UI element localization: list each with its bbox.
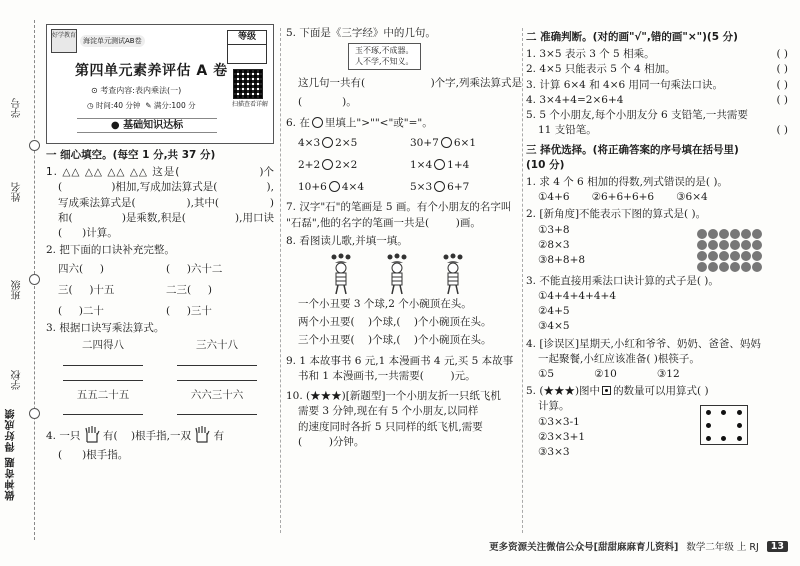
q4 xyxy=(46,425,274,463)
q3 xyxy=(46,321,274,418)
dot-grid-figure xyxy=(700,405,748,445)
binding-circle xyxy=(29,274,40,285)
choice-4 xyxy=(526,337,788,383)
section-banner xyxy=(77,118,217,133)
judge-item: 5. 5 个小朋友,每个小朋友分 6 支铅笔,一共需要 xyxy=(526,109,748,122)
answer-line[interactable] xyxy=(63,404,143,415)
margin-slogan: 做神奇题 得好成绩 xyxy=(6,408,17,501)
brand-row xyxy=(51,29,145,53)
q8-blank[interactable]: )个小碗顶在头。 xyxy=(413,316,492,329)
q8-rhyme: 一个小丑要 3 个球,2 个小碗顶在头。 xyxy=(298,297,472,310)
choice-question: 2. [新角度]不能表示下图的算式是( )。 xyxy=(526,208,707,221)
q1-blank[interactable]: ( xyxy=(58,181,63,194)
q1-line: 和( xyxy=(58,211,73,224)
choice-question: 计算。 xyxy=(538,400,570,413)
q5-text: )。 xyxy=(342,96,357,109)
page-title: 第四单元素养评估 A 卷 xyxy=(75,63,228,79)
q7-text: 7. 汉字"石"的笔画是 5 画。有个小朋友的名字叫 xyxy=(286,201,512,214)
choice-option[interactable]: ③8+8+8 xyxy=(538,254,586,267)
judge-item: 4. 3×4+4=2×6+4 ( ) xyxy=(526,93,788,108)
q10-blank[interactable]: ( xyxy=(298,435,303,448)
choice-option[interactable]: ①3×3-1 xyxy=(538,415,580,428)
section-fill-blank-title: 一 细心填空。(每空 1 分,共 37 分) xyxy=(46,149,216,161)
q6-compare[interactable]: 5×3 6+7 xyxy=(410,181,470,194)
q9 xyxy=(286,354,522,384)
column-middle xyxy=(286,24,522,450)
q2-cell[interactable]: 三( )十五 xyxy=(58,283,115,296)
q2-cell[interactable]: 二三( ) xyxy=(166,283,212,296)
q4-text: )根手指。 xyxy=(82,448,129,461)
q1-line: )相加,写成加法算式是( xyxy=(111,181,218,194)
grade-label: 等级 xyxy=(228,31,266,45)
judge-answer[interactable]: ( ) xyxy=(776,93,788,106)
poem-line: 玉不琢,不成器。 xyxy=(355,46,414,56)
poem-line: 人不学,不知义。 xyxy=(355,56,414,66)
q6-compare[interactable]: 1×4 1+4 xyxy=(410,158,470,171)
answer-line[interactable] xyxy=(63,370,143,381)
brand-name: 海淀单元测试AB卷 xyxy=(80,35,145,47)
binding-circle xyxy=(29,140,40,151)
choice-3 xyxy=(526,274,788,335)
q1-line: 1. △△ △△ △△ △△ 这是( xyxy=(46,166,181,179)
q4-text: )根手指,一双 xyxy=(131,429,191,442)
column-left xyxy=(46,24,274,463)
choice-option[interactable]: ②8×3 xyxy=(538,238,570,251)
choice-option[interactable]: ①5 xyxy=(538,367,555,380)
choice-option[interactable]: ②3×3+1 xyxy=(538,430,586,443)
qr-label: 扫描查看详解 xyxy=(231,101,268,108)
q10-text: 10. (★★★)[新题型]一个小朋友折一只纸飞机 xyxy=(286,390,501,403)
pair-of-hands-icon xyxy=(194,425,210,443)
logo-text: 好学教育 xyxy=(52,32,77,39)
choice-5 xyxy=(526,384,788,460)
column-divider xyxy=(522,28,523,533)
q1-blank[interactable]: )是乘数,积是( xyxy=(121,211,186,224)
q1-blank[interactable]: )个 xyxy=(259,166,274,179)
q7 xyxy=(286,200,522,230)
choice-option[interactable]: ③4×5 xyxy=(538,320,570,333)
binding-margin xyxy=(0,0,44,566)
choice-option[interactable]: ②6+6+6+6 xyxy=(591,191,655,204)
choice-option[interactable]: ③6×4 xyxy=(676,191,708,204)
dot-square-icon xyxy=(602,386,611,395)
page-number: 13 xyxy=(767,541,788,552)
q6 xyxy=(286,116,522,195)
q3-item: 六六三十六 xyxy=(160,388,274,418)
choice-option[interactable]: ②10 xyxy=(594,367,617,380)
answer-line[interactable] xyxy=(63,355,143,366)
footer-book: 数学二年级 上 RJ xyxy=(686,542,759,553)
choice-option[interactable]: ①4+6 xyxy=(538,191,570,204)
q8-blank[interactable]: )个小碗顶在头。 xyxy=(413,334,492,347)
qr-code xyxy=(233,69,263,99)
dot-array-figure xyxy=(697,229,762,272)
choice-option[interactable]: ①4+4+4+4+4 xyxy=(538,289,617,302)
name-label: 姓名 xyxy=(12,182,23,202)
q1-blank[interactable]: ),用口诀 xyxy=(235,211,274,224)
q10-text: )分钟。 xyxy=(328,435,365,448)
q5 xyxy=(286,26,522,110)
judge-answer[interactable]: ( ) xyxy=(776,78,788,91)
q10-text: 的速度同时各折 5 只同样的纸飞机,需要 xyxy=(298,420,483,433)
choice-option[interactable]: ②4+5 xyxy=(538,305,570,318)
choice-option[interactable]: ①3+8 xyxy=(538,223,570,236)
answer-line[interactable] xyxy=(177,355,257,366)
q4-text: 4. 一只 xyxy=(46,429,81,442)
q8-title: 8. 看图读儿歌,并填一填。 xyxy=(286,234,408,247)
brand-logo xyxy=(51,29,77,53)
q4-blank[interactable]: 有( xyxy=(103,429,118,442)
full-score: 满分:100 分 xyxy=(153,101,196,110)
page-footer xyxy=(489,539,788,553)
section-choice-title: 三 择优选择。(将正确答案的序号填在括号里) (10 分) xyxy=(526,143,739,171)
student-id-label: 学号 xyxy=(12,98,23,118)
q10-text: 需要 3 分钟,现在有 5 个小朋友,以同样 xyxy=(298,405,479,418)
q3-item: 三六十八 xyxy=(160,338,274,384)
time-limit: 时间:40 分钟 xyxy=(95,101,141,110)
hand-icon xyxy=(84,425,100,443)
school-label: 学校 xyxy=(12,370,23,390)
class-label: 班级 xyxy=(12,280,23,300)
q9-blank[interactable]: )元。 xyxy=(450,369,476,382)
clock-icon: ◷ xyxy=(87,101,94,110)
section-banner-text: 基础知识达标 xyxy=(123,120,184,131)
q8-blank[interactable]: )个球,( xyxy=(367,334,401,347)
q4-text: 有 xyxy=(213,429,225,442)
q6-text: 里填上">""<"或"="。 xyxy=(324,117,433,130)
q1-line: 写成乘法算式是( xyxy=(58,196,136,209)
q2-cell[interactable]: ( )六十二 xyxy=(166,262,223,275)
clown-icon xyxy=(326,253,356,295)
judge-item: 11 支铅笔。 ( ) xyxy=(526,123,788,138)
scope-text: 考查内容:表内乘法(一) xyxy=(100,86,182,95)
q6-compare[interactable]: 10+6 4×4 xyxy=(298,181,365,194)
q2 xyxy=(46,243,274,319)
q6-text: 6. 在 xyxy=(286,117,310,130)
judge-item: 3. 计算 6×4 和 4×6 用同一句乘法口诀。 ( ) xyxy=(526,78,788,93)
binding-circle xyxy=(29,408,40,419)
q5-title: 5. 下面是《三字经》中的几句。 xyxy=(286,27,436,39)
q8-text: 三个小丑要( xyxy=(298,334,355,347)
q3-title: 3. 根据口诀写乘法算式。 xyxy=(46,322,165,335)
q6-compare[interactable]: 4×3 2×5 xyxy=(298,136,358,149)
section-judge-title: 二 准确判断。(对的画"√",错的画"×")(5 分) xyxy=(526,31,738,43)
q2-cell[interactable]: ( )二十 xyxy=(58,304,104,317)
footer-promo: 更多资源关注微信公众号[甜甜麻麻育儿资料] xyxy=(489,542,679,553)
choice-option[interactable]: ③12 xyxy=(656,367,680,380)
q1-blank[interactable]: ) xyxy=(269,196,274,209)
choice-1 xyxy=(526,175,788,205)
q6-compare[interactable]: 30+7 6×1 xyxy=(410,136,477,149)
q5-blank[interactable]: )个字,列乘法算式是 xyxy=(430,77,522,89)
bullet-icon: ● xyxy=(110,120,124,131)
q9-text: 书和 1 本漫画书,一共需要( xyxy=(298,369,424,382)
q8-text: 两个小丑要( xyxy=(298,316,355,329)
clown-icon xyxy=(438,253,468,295)
choice-option[interactable]: ③3×3 xyxy=(538,446,570,459)
q2-title: 2. 把下面的口诀补充完整。 xyxy=(46,244,175,257)
q1 xyxy=(46,165,274,241)
judge-list xyxy=(526,47,788,138)
q7-blank[interactable]: )画。 xyxy=(455,216,481,229)
choice-2 xyxy=(526,207,788,271)
q8-blank[interactable]: )个球,( xyxy=(367,316,401,329)
choice-question: 5. (★★★)图中 xyxy=(526,385,601,398)
q10 xyxy=(286,389,522,450)
column-right xyxy=(526,24,788,460)
clown-icon xyxy=(382,253,412,295)
poem-card xyxy=(348,43,421,70)
q1-blank[interactable]: ( xyxy=(58,227,63,240)
q1-blank[interactable]: ),其中( xyxy=(186,196,220,209)
q1-line: )计算。 xyxy=(82,227,118,240)
header-banner xyxy=(46,24,274,144)
compare-circle-icon xyxy=(312,117,323,128)
judge-answer[interactable]: ( ) xyxy=(776,63,788,76)
column-divider xyxy=(280,28,281,533)
choice-question: 4. [诊误区]星期天,小红和爷爷、奶奶、爸爸、妈妈 xyxy=(526,337,761,350)
judge-answer[interactable]: ( ) xyxy=(776,124,788,137)
answer-line[interactable] xyxy=(177,404,257,415)
choice-question: 的数量可以用算式( ) xyxy=(613,385,709,398)
choice-question: 1. 求 4 个 6 相加的得数,列式错误的是( )。 xyxy=(526,175,728,188)
q8 xyxy=(286,234,522,349)
q5-blank[interactable]: ( xyxy=(298,96,303,109)
answer-line[interactable] xyxy=(177,370,257,381)
choice-question: 一起聚餐,小红应该准备( )根筷子。 xyxy=(538,352,700,365)
grade-box xyxy=(227,30,267,64)
q4-blank[interactable]: ( xyxy=(58,448,63,461)
q6-compare[interactable]: 2+2 2×2 xyxy=(298,158,358,171)
choice-question: 3. 不能直接用乘法口诀计算的式子是( )。 xyxy=(526,274,719,287)
q2-cell[interactable]: ( )三十 xyxy=(166,304,212,317)
q1-blank[interactable]: ), xyxy=(266,181,274,194)
q2-cell[interactable]: 四六( ) xyxy=(58,262,104,275)
judge-item: 1. 3×5 表示 3 个 5 相乘。 ( ) xyxy=(526,47,788,62)
pen-icon: ✎ xyxy=(145,101,152,110)
clown-illustration xyxy=(326,253,522,295)
judge-answer[interactable]: ( ) xyxy=(776,48,788,61)
q7-text: "石磊",他的名字的笔画一共是( xyxy=(286,216,430,229)
exam-scope: ⊙ 考查内容:表内乘法(一) xyxy=(91,86,182,95)
q3-item: 五五二十五 xyxy=(46,388,160,418)
q9-text: 9. 1 本故事书 6 元,1 本漫画书 4 元,买 5 本故事 xyxy=(286,354,514,367)
judge-item: 2. 4×5 只能表示 5 个 4 相加。 ( ) xyxy=(526,62,788,77)
q3-item: 二四得八 xyxy=(46,338,160,384)
time-score-row xyxy=(87,101,196,112)
q5-text: 这几句一共有( xyxy=(298,77,366,89)
